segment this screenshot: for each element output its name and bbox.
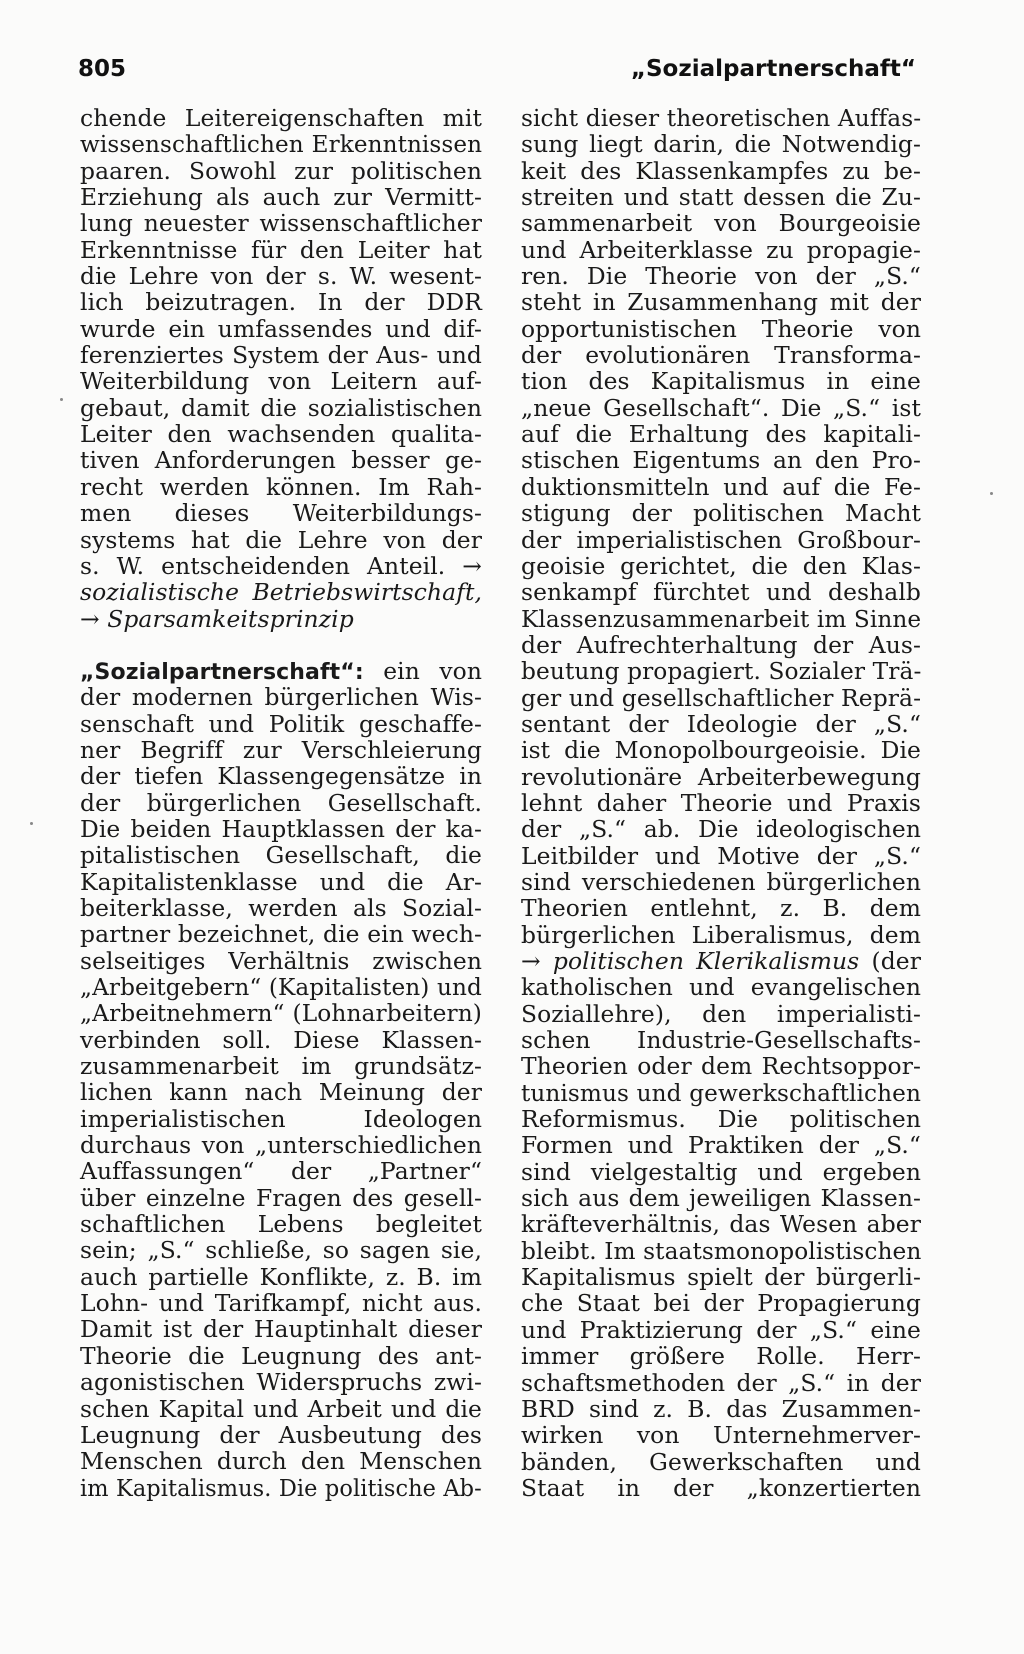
text-line <box>80 1264 482 1290</box>
line-text: gebaut, damit die sozialistischen <box>80 393 482 422</box>
text-line <box>80 421 482 447</box>
text-line <box>80 1343 482 1369</box>
text-line <box>80 368 482 394</box>
text-line <box>80 527 482 553</box>
text-line <box>80 1475 482 1501</box>
text-line <box>521 1370 921 1396</box>
text-line <box>521 895 921 921</box>
text-line <box>521 737 921 763</box>
text-line <box>521 1290 921 1316</box>
text-line <box>80 1053 482 1079</box>
line-text: auch partielle Konflikte, z. B. im <box>80 1262 482 1291</box>
text-line <box>521 1317 921 1343</box>
text-line <box>521 131 921 157</box>
text-line <box>521 711 921 737</box>
line-text: Staat in der „konzertierten <box>521 1473 921 1502</box>
text-line <box>80 395 482 421</box>
line-text: Formen und Praktiken der „S.“ <box>521 1131 921 1160</box>
text-line <box>80 1106 482 1132</box>
paragraph-gap <box>80 632 482 658</box>
line-text: wurde ein umfassendes und dif- <box>80 314 482 343</box>
text-line <box>80 1316 482 1342</box>
text-line <box>80 869 482 895</box>
line-text: durchaus von „unterschiedlichen <box>80 1131 482 1160</box>
text-line <box>80 790 482 816</box>
line-text: immer größere Rolle. Herr- <box>521 1342 921 1371</box>
text-line <box>80 579 482 605</box>
text-line <box>521 527 921 553</box>
line-text: schen Industrie-Gesellschafts- <box>521 1026 921 1055</box>
text-line <box>521 948 921 974</box>
line-text: tion des Kapitalismus in eine <box>521 367 921 396</box>
line-text: Damit ist der Hauptinhalt dieser <box>80 1315 482 1344</box>
line-text: im Kapitalismus. Die politische Ab- <box>80 1473 482 1502</box>
text-line <box>80 684 482 710</box>
text-line <box>521 500 921 526</box>
text-line <box>521 606 921 632</box>
line-text: „neue Gesellschaft“. Die „S.“ ist <box>521 393 921 422</box>
text-line <box>521 1053 921 1079</box>
line-text: ferenziertes System der Aus- und <box>80 341 482 370</box>
text-line <box>521 790 921 816</box>
line-text: Theorie die Leugnung des ant- <box>80 1341 482 1370</box>
line-text: duktionsmitteln und auf die Fe- <box>521 472 921 501</box>
text-line <box>521 342 921 368</box>
text-line <box>80 131 482 157</box>
page-number: 805 <box>78 56 127 82</box>
line-text: der modernen bürgerlichen Wis- <box>80 683 482 712</box>
right-text-column <box>521 105 921 1501</box>
text-line <box>521 1106 921 1132</box>
line-text: der evolutionären Transforma- <box>521 341 921 370</box>
line-text: agonistischen Widerspruchs zwi- <box>80 1368 482 1397</box>
text-line <box>80 1027 482 1053</box>
text-line <box>521 1159 921 1185</box>
text-line <box>80 948 482 974</box>
line-text: tunismus und gewerkschaftlichen <box>521 1078 921 1107</box>
text-line <box>80 158 482 184</box>
text-line <box>521 1422 921 1448</box>
line-text: paaren. Sowohl zur politischen <box>80 156 482 185</box>
line-text: Leitbilder und Motive der „S.“ <box>521 841 921 870</box>
text-line <box>521 316 921 342</box>
text-line <box>521 289 921 315</box>
scan-speck <box>990 492 993 495</box>
line-text: kräfteverhältnis, das Wesen aber <box>521 1210 921 1239</box>
text-line <box>521 974 921 1000</box>
line-text: der tiefen Klassengegensätze in <box>80 762 482 791</box>
line-text: sentant der Ideologie der „S.“ <box>521 709 921 738</box>
text-line <box>80 1000 482 1026</box>
line-text: Die beiden Hauptklassen der ka- <box>80 814 482 843</box>
line-text: Theorien oder dem Rechtsoppor- <box>521 1052 921 1081</box>
line-text: der imperialistischen Großbour- <box>521 525 921 554</box>
text-line <box>521 421 921 447</box>
line-text: der Aufrechterhaltung der Aus- <box>521 630 921 659</box>
line-text: über einzelne Fragen des gesell- <box>80 1183 482 1212</box>
text-line <box>521 368 921 394</box>
line-text: Erkenntnisse für den Leiter hat <box>80 235 482 264</box>
text-line <box>80 289 482 315</box>
text-line <box>80 1211 482 1237</box>
line-text: ren. Die Theorie von der „S.“ <box>521 262 921 291</box>
scan-speck <box>30 822 33 825</box>
text-line <box>80 316 482 342</box>
text-line <box>80 1158 482 1184</box>
text-line <box>521 447 921 473</box>
line-text: schen Kapital und Arbeit und die <box>80 1394 482 1423</box>
text-line <box>521 553 921 579</box>
line-text: Weiterbildung von Leitern auf- <box>80 367 482 396</box>
line-text: bänden, Gewerkschaften und <box>521 1447 921 1476</box>
text-line <box>80 263 482 289</box>
line-text: Lohn- und Tarifkampf, nicht aus. <box>80 1289 482 1318</box>
running-head: „Sozialpartnerschaft“ <box>630 56 916 82</box>
text-line <box>80 606 482 632</box>
line-text: s. W. entscheidenden Anteil. → <box>80 551 482 580</box>
line-text: beutung propagiert. Sozialer Trä- <box>521 657 922 686</box>
line-text: schaftsmethoden der „S.“ in der <box>521 1368 921 1397</box>
line-text: → Sparsamkeitsprinzip <box>80 604 354 633</box>
text-line <box>521 184 921 210</box>
line-text: und Praktizierung der „S.“ eine <box>521 1315 921 1344</box>
text-line <box>521 395 921 421</box>
text-line <box>521 869 921 895</box>
text-line <box>521 1449 921 1475</box>
text-line <box>80 1237 482 1263</box>
line-text: Kapitalistenklasse und die Ar- <box>80 867 482 896</box>
line-text: tiven Anforderungen besser ge- <box>80 446 482 475</box>
line-text: Leiter den wachsenden qualita- <box>80 420 482 449</box>
left-text-column <box>80 105 482 1501</box>
line-text: bürgerlichen Liberalismus, dem <box>521 920 921 949</box>
line-text: streiten und statt dessen die Zu- <box>521 183 921 212</box>
text-line <box>80 500 482 526</box>
line-text: lich beizutragen. In der DDR <box>80 288 482 317</box>
line-text: lung neuester wissenschaftlicher <box>80 209 482 238</box>
text-line <box>521 1001 921 1027</box>
text-line <box>80 237 482 263</box>
text-line <box>80 763 482 789</box>
line-text: beiterklasse, werden als Sozial- <box>80 893 482 922</box>
text-line <box>80 842 482 868</box>
line-text: stigung der politischen Macht <box>521 499 921 528</box>
line-text: chende Leitereigenschaften mit <box>80 104 482 132</box>
line-text: senkampf fürchtet und deshalb <box>521 578 921 607</box>
line-text: Auffassungen“ der „Partner“ <box>80 1157 482 1186</box>
text-line <box>80 553 482 579</box>
line-text: Erziehung als auch zur Vermitt- <box>80 183 482 212</box>
line-text: selseitiges Verhältnis zwischen <box>80 946 482 975</box>
text-line <box>80 184 482 210</box>
line-text: Theorien entlehnt, z. B. dem <box>521 894 921 923</box>
text-line <box>80 895 482 921</box>
text-line <box>521 764 921 790</box>
line-text: verbinden soll. Diese Klassen- <box>80 1025 482 1054</box>
text-line <box>521 1185 921 1211</box>
line-text: der bürgerlichen Gesellschaft. <box>80 788 482 817</box>
line-text: Klassenzusammenarbeit im Sinne <box>521 604 922 633</box>
text-line <box>521 632 921 658</box>
text-line <box>521 158 921 184</box>
entry-keyword: „Sozialpartnerschaft“: <box>80 659 364 685</box>
text-line <box>521 685 921 711</box>
text-line <box>521 1211 921 1237</box>
line-text: sung liegt darin, die Notwendig- <box>521 130 921 159</box>
text-line <box>80 737 482 763</box>
line-text: katholischen und evangelischen <box>521 973 921 1002</box>
text-line <box>80 1448 482 1474</box>
cross-reference-link: politischen Klerikalismus <box>552 947 860 975</box>
line-text: Menschen durch den Menschen <box>80 1447 482 1476</box>
line-text: der „S.“ ab. Die ideologischen <box>521 815 921 844</box>
page-header <box>78 56 916 92</box>
text-line <box>80 974 482 1000</box>
line-text: sein; „S.“ schließe, so sagen sie, <box>80 1236 482 1265</box>
line-text: sind vielgestaltig und ergeben <box>521 1157 921 1186</box>
line-text: opportunistischen Theorie von <box>521 314 921 343</box>
line-text: ger und gesellschaftlicher Reprä- <box>521 683 922 712</box>
text-line <box>521 1027 921 1053</box>
text-line <box>521 1343 921 1369</box>
text-line <box>521 105 921 131</box>
line-text: wissenschaftlichen Erkenntnissen <box>80 130 483 159</box>
text-line <box>521 579 921 605</box>
line-text: (der <box>859 947 922 975</box>
text-line <box>521 843 921 869</box>
text-line <box>521 1080 921 1106</box>
line-text: recht werden können. Im Rah- <box>80 472 482 501</box>
scan-speck <box>60 398 63 401</box>
line-text: revolutionäre Arbeiterbewegung <box>521 762 921 791</box>
text-line <box>521 1475 921 1501</box>
line-text: die Lehre von der s. W. wesent- <box>80 262 482 291</box>
line-text: lichen kann nach Meinung der <box>80 1078 482 1107</box>
text-line <box>80 342 482 368</box>
text-line <box>80 105 482 131</box>
line-text: Soziallehre), den imperialisti- <box>521 999 921 1028</box>
line-text: Kapitalismus spielt der bürgerli- <box>521 1263 921 1292</box>
line-text: senschaft und Politik geschaffe- <box>80 709 482 738</box>
line-text: schaftlichen Lebens begleitet <box>80 1210 482 1239</box>
line-text: geoisie gerichtet, die den Klas- <box>521 551 921 580</box>
text-line <box>80 210 482 236</box>
line-text: ein von <box>363 656 482 685</box>
line-text: und Arbeiterklasse zu propagie- <box>521 235 921 264</box>
text-line <box>521 922 921 948</box>
cross-reference-arrow: → <box>521 947 553 975</box>
line-text: systems hat die Lehre von der <box>80 525 482 554</box>
text-line <box>80 474 482 500</box>
text-line <box>521 1396 921 1422</box>
line-text: partner bezeichnet, die ein wech- <box>80 920 482 949</box>
text-line <box>80 447 482 473</box>
text-line <box>521 1238 921 1264</box>
text-line <box>80 711 482 737</box>
line-text: imperialistischen Ideologen <box>80 1104 482 1133</box>
line-text: auf die Erhaltung des kapitali- <box>521 420 921 449</box>
text-line <box>80 1079 482 1105</box>
line-text: zusammenarbeit im grundsätz- <box>80 1052 482 1081</box>
line-text: sozialistische Betriebswirtschaft, <box>80 578 482 607</box>
line-text: ist die Monopolbourgeoisie. Die <box>521 736 921 765</box>
text-line <box>80 658 482 684</box>
text-line <box>521 816 921 842</box>
text-line <box>80 1422 482 1448</box>
text-line <box>80 1290 482 1316</box>
line-text: Leugnung der Ausbeutung des <box>80 1420 482 1449</box>
text-line <box>80 1369 482 1395</box>
text-line <box>521 237 921 263</box>
line-text: men dieses Weiterbildungs- <box>80 499 482 528</box>
text-line <box>80 816 482 842</box>
text-line <box>521 1264 921 1290</box>
text-line <box>80 1185 482 1211</box>
line-text: sich aus dem jeweiligen Klassen- <box>521 1184 921 1213</box>
line-text: „Arbeitgebern“ (Kapitalisten) und <box>80 973 482 1001</box>
line-text: BRD sind z. B. das Zusammen- <box>521 1394 921 1423</box>
text-line <box>521 210 921 236</box>
text-line <box>521 658 921 684</box>
line-text: che Staat bei der Propagierung <box>521 1289 921 1318</box>
line-text: „Arbeitnehmern“ (Lohnarbeitern) <box>80 999 482 1028</box>
line-text: lehnt daher Theorie und Praxis <box>521 788 921 817</box>
text-line <box>521 263 921 289</box>
line-text: bleibt. Im staatsmonopolistischen <box>521 1236 922 1265</box>
line-text: sammenarbeit von Bourgeoisie <box>521 209 921 238</box>
line-text: stischen Eigentums an den Pro- <box>521 446 921 475</box>
text-line <box>80 1396 482 1422</box>
text-line <box>80 1132 482 1158</box>
text-line <box>521 1132 921 1158</box>
line-text: wirken von Unternehmerver- <box>521 1421 921 1450</box>
line-text: ner Begriff zur Verschleierung <box>80 735 482 764</box>
line-text: pitalistischen Gesellschaft, die <box>80 841 482 870</box>
text-line <box>80 921 482 947</box>
text-line <box>521 474 921 500</box>
line-text: Reformismus. Die politischen <box>521 1105 921 1134</box>
line-text: keit des Klassenkampfes zu be- <box>521 156 921 185</box>
line-text: sind verschiedenen bürgerlichen <box>521 867 921 896</box>
line-text: steht in Zusammenhang mit der <box>521 288 921 317</box>
line-text: sicht dieser theoretischen Auffas- <box>521 104 922 132</box>
